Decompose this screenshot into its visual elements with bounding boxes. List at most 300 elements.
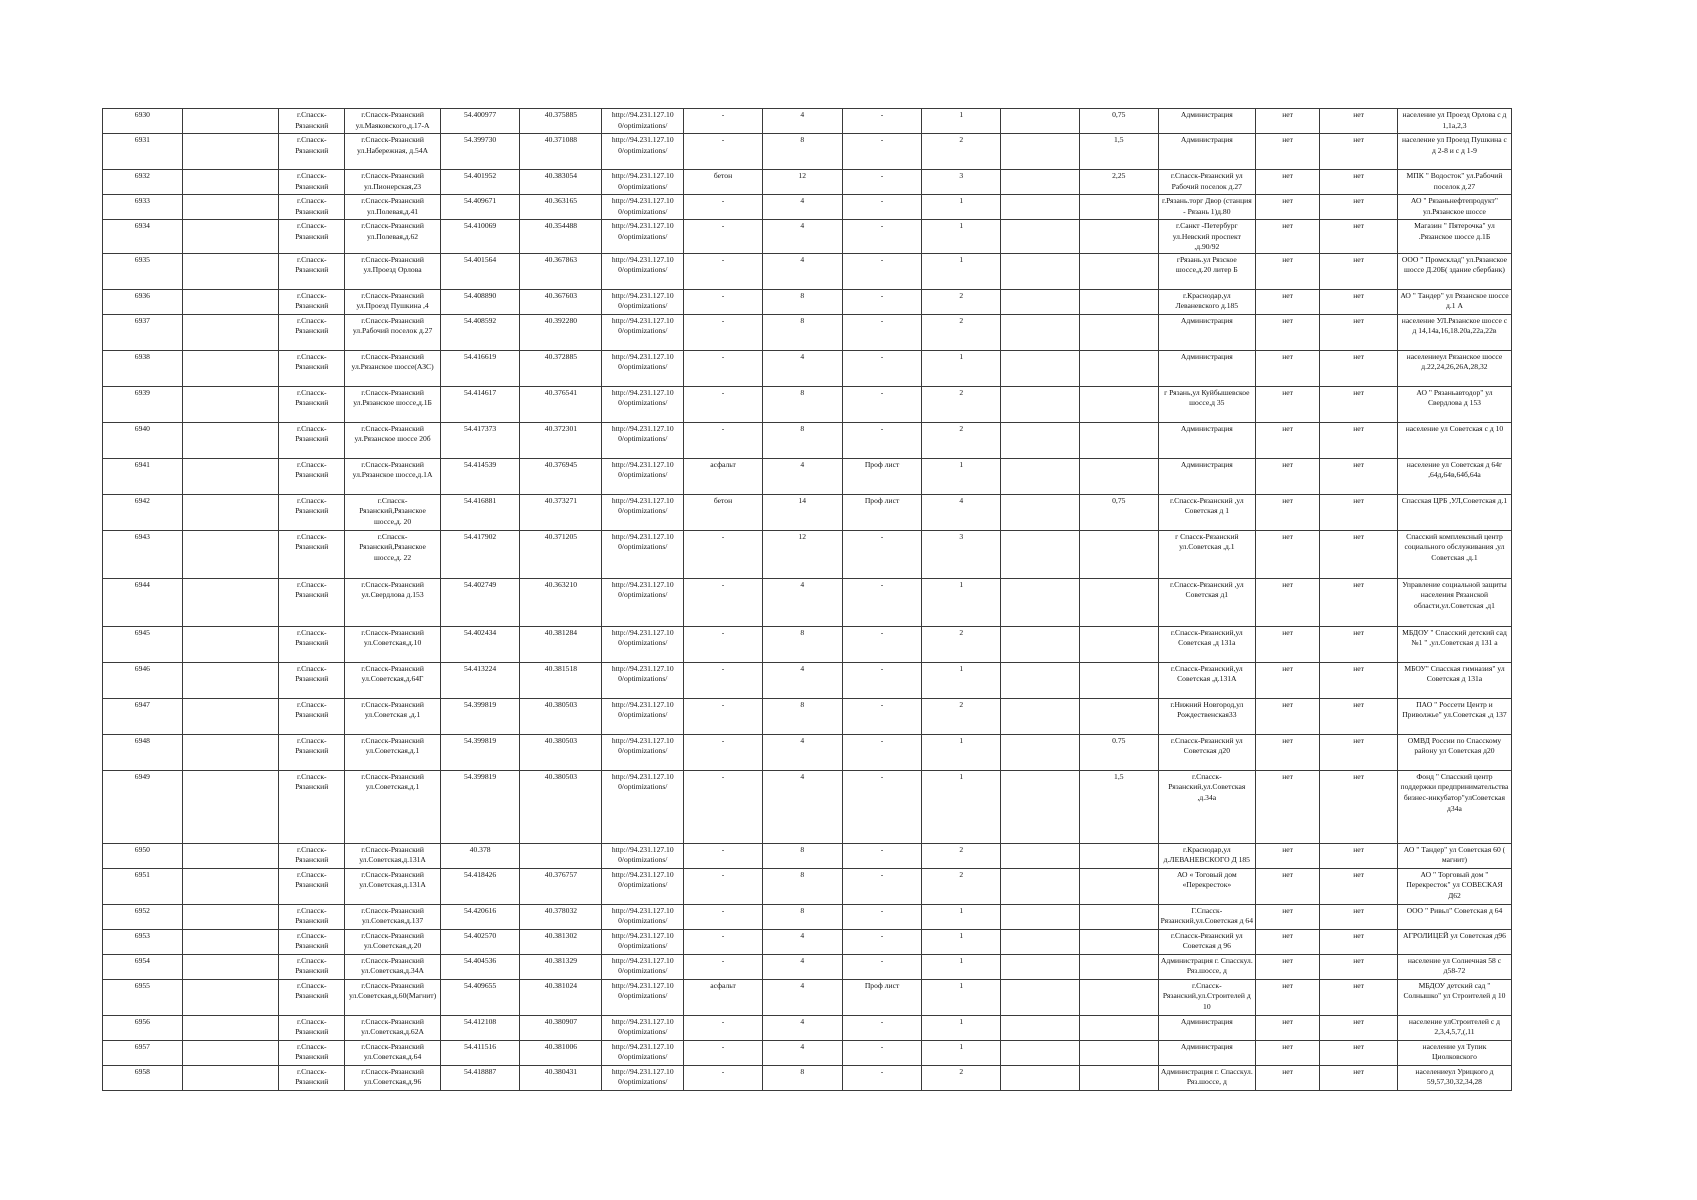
cell-waste-source: АО " Торговый дом " Перекресток" ул СОВЕСКАЯ Д62 [1397,868,1511,904]
cell-empty [182,578,278,626]
table-row [103,770,1512,843]
cell-waste-source: ООО " Промсклад" ул.Рязанское шоссе Д.20Б( здание сбербанк) [1397,253,1511,289]
cell-link[interactable]: http://94.231.127.10 0/optimizations/ [602,979,684,1015]
cell-number: 6940 [103,422,183,458]
cell-link[interactable]: http://94.231.127.10 0/optimizations/ [602,195,684,220]
cell-link[interactable]: http://94.231.127.10 0/optimizations/ [602,350,684,386]
cell-city: г.Спасск-Рязанский [279,253,345,289]
cell-owner: г.Спасск-Рязанский,ул Советская ,д 131а [1158,626,1255,662]
cell-owner: Администрация [1158,458,1255,494]
cell-area: 8 [762,843,842,868]
cell-separate-collection: нет [1256,530,1320,578]
cell-fence: - [842,422,922,458]
cell-area: 4 [762,195,842,220]
table-row [103,904,1512,929]
cell-link[interactable]: http://94.231.127.10 0/optimizations/ [602,530,684,578]
cell-separate-collection-2: нет [1320,698,1398,734]
cell-link[interactable]: http://94.231.127.10 0/optimizations/ [602,170,684,195]
cell-latitude: 54.417902 [440,530,520,578]
cell-separate-collection-2: нет [1320,350,1398,386]
cell-empty [1001,1040,1080,1065]
table-row [103,195,1512,220]
cell-link[interactable]: http://94.231.127.10 0/optimizations/ [602,289,684,314]
cell-city: г.Спасск-Рязанский [279,530,345,578]
cell-volume: 1,5 [1079,770,1158,843]
table-row [103,929,1512,954]
cell-separate-collection: нет [1256,1015,1320,1040]
cell-empty [1001,350,1080,386]
cell-longitude [520,843,602,868]
cell-empty [182,929,278,954]
cell-latitude: 54.399730 [440,134,520,170]
cell-empty [1001,929,1080,954]
cell-city: г.Спасск-Рязанский [279,458,345,494]
cell-waste-source: МБОУ" Спасская гимназия" ул Советская д 131а [1397,662,1511,698]
cell-surface: - [684,698,763,734]
cell-address: г.Спасск-Рязанский ул.Набережная, д.54А [345,134,440,170]
cell-fence: - [842,386,922,422]
table-row [103,626,1512,662]
cell-surface: - [684,253,763,289]
cell-longitude: 40.373271 [520,494,602,530]
cell-owner: Администрация г. Спасскул. Ряз.шоссе, д [1158,1065,1255,1090]
cell-area: 4 [762,929,842,954]
cell-empty [1001,734,1080,770]
cell-fence: - [842,109,922,134]
cell-waste-source: ПАО " Россети Центр и Приволжье" ул.Советская ,д 137 [1397,698,1511,734]
cell-link[interactable]: http://94.231.127.10 0/optimizations/ [602,929,684,954]
cell-owner: г.Спасск-Рязанский,ул.Строителей д 10 [1158,979,1255,1015]
cell-owner: г.Краснодар,ул Леваневского д.185 [1158,289,1255,314]
cell-separate-collection: нет [1256,904,1320,929]
cell-separate-collection-2: нет [1320,734,1398,770]
cell-separate-collection-2: нет [1320,770,1398,843]
cell-owner: г.Санкт -Петербург ул.Невский проспект ,д.90/92 [1158,220,1255,254]
cell-city: г.Спасск-Рязанский [279,386,345,422]
cell-empty [1001,134,1080,170]
cell-owner: г.Спасск-Рязанский,ул Советская ,д.131А [1158,662,1255,698]
cell-waste-source: АО " Рязаньавтодор" ул Свердлова д 153 [1397,386,1511,422]
cell-waste-source: население ул Проезд Орлова с д 1,1а,2,3 [1397,109,1511,134]
table-row [103,843,1512,868]
cell-longitude: 40.381006 [520,1040,602,1065]
cell-surface: - [684,578,763,626]
cell-separate-collection-2: нет [1320,904,1398,929]
cell-city: г.Спасск-Рязанский [279,494,345,530]
cell-link[interactable]: http://94.231.127.10 0/optimizations/ [602,843,684,868]
cell-fence: - [842,578,922,626]
cell-city: г.Спасск-Рязанский [279,1065,345,1090]
cell-link[interactable]: http://94.231.127.10 0/optimizations/ [602,868,684,904]
cell-volume [1079,662,1158,698]
cell-surface: - [684,1065,763,1090]
cell-empty [182,626,278,662]
cell-container-count: 1 [922,195,1001,220]
cell-address: г.Спасск-Рязанский,Рязанское шоссе,д. 20 [345,494,440,530]
cell-link[interactable]: http://94.231.127.10 0/optimizations/ [602,494,684,530]
cell-separate-collection: нет [1256,350,1320,386]
cell-city: г.Спасск-Рязанский [279,1015,345,1040]
cell-link[interactable]: http://94.231.127.10 0/optimizations/ [602,1065,684,1090]
cell-address: г.Спасск-Рязанский ул.Советская,д.131А [345,843,440,868]
cell-volume [1079,386,1158,422]
table-row [103,494,1512,530]
cell-city: г.Спасск-Рязанский [279,662,345,698]
cell-link[interactable]: http://94.231.127.10 0/optimizations/ [602,1040,684,1065]
cell-waste-source: населениеул Рязанское шоссе д.22,24,26,26А,28,32 [1397,350,1511,386]
cell-separate-collection-2: нет [1320,289,1398,314]
cell-separate-collection-2: нет [1320,530,1398,578]
cell-fence: - [842,954,922,979]
cell-link[interactable]: http://94.231.127.10 0/optimizations/ [602,422,684,458]
cell-latitude: 54.416619 [440,350,520,386]
cell-surface: асфальт [684,979,763,1015]
cell-longitude: 40.381518 [520,662,602,698]
cell-area: 4 [762,770,842,843]
cell-address: г.Спасск-Рязанский ул.Советская,д.131А [345,868,440,904]
cell-separate-collection: нет [1256,929,1320,954]
cell-number: 6936 [103,289,183,314]
cell-fence: - [842,134,922,170]
cell-volume [1079,904,1158,929]
cell-area: 4 [762,662,842,698]
cell-city: г.Спасск-Рязанский [279,109,345,134]
cell-longitude: 40.381329 [520,954,602,979]
cell-number: 6947 [103,698,183,734]
cell-city: г.Спасск-Рязанский [279,868,345,904]
cell-address: г.Спасск-Рязанский ул.Советская,д.20 [345,929,440,954]
cell-empty [1001,386,1080,422]
cell-volume [1079,289,1158,314]
cell-address: г.Спасск-Рязанский,Рязанское шоссе,д. 22 [345,530,440,578]
cell-volume [1079,253,1158,289]
cell-waste-source: Магазин " Пятерочка" ул .Рязанское шоссе д.1Б [1397,220,1511,254]
cell-container-count: 1 [922,109,1001,134]
cell-city: г.Спасск-Рязанский [279,954,345,979]
table-row [103,578,1512,626]
cell-latitude: 54.414539 [440,458,520,494]
cell-owner: г.Спасск-Рязанский,ул.Советская ,д.34а [1158,770,1255,843]
cell-empty [1001,195,1080,220]
cell-longitude: 40.376541 [520,386,602,422]
cell-container-count: 2 [922,843,1001,868]
cell-container-count: 1 [922,662,1001,698]
cell-address: г.Спасск-Рязанский ул.Советская,д.60(Магнит) [345,979,440,1015]
cell-owner: г.Спасск-Рязанский ,ул Советская д 1 [1158,494,1255,530]
cell-separate-collection-2: нет [1320,422,1398,458]
cell-fence: - [842,1065,922,1090]
cell-city: г.Спасск-Рязанский [279,843,345,868]
cell-empty [1001,109,1080,134]
cell-empty [182,350,278,386]
cell-latitude: 54.411516 [440,1040,520,1065]
cell-fence: - [842,314,922,350]
cell-fence: - [842,868,922,904]
cell-latitude: 54.399819 [440,734,520,770]
cell-link[interactable]: http://94.231.127.10 0/optimizations/ [602,626,684,662]
cell-separate-collection-2: нет [1320,626,1398,662]
cell-latitude: 54.401952 [440,170,520,195]
cell-container-count: 3 [922,530,1001,578]
cell-surface: - [684,843,763,868]
cell-waste-source: население ул Проезд Пушкина с д 2-8 и с д 1-9 [1397,134,1511,170]
cell-separate-collection: нет [1256,626,1320,662]
cell-empty [1001,494,1080,530]
cell-fence: - [842,195,922,220]
cell-surface: - [684,1040,763,1065]
cell-waste-source: население ул Солнечная 58 с д58-72 [1397,954,1511,979]
cell-longitude: 40.372885 [520,350,602,386]
cell-fence: - [842,904,922,929]
cell-longitude: 40.380503 [520,698,602,734]
cell-separate-collection: нет [1256,578,1320,626]
cell-number: 6955 [103,979,183,1015]
cell-owner: Администрация г. Спасскул. Ряз.шоссе, д [1158,954,1255,979]
table-row [103,1065,1512,1090]
cell-address: г.Спасск-Рязанский ул.Рабочий поселок д.27 [345,314,440,350]
cell-number: 6957 [103,1040,183,1065]
cell-area: 4 [762,1015,842,1040]
cell-link[interactable]: http://94.231.127.10 0/optimizations/ [602,770,684,843]
cell-longitude: 40.371088 [520,134,602,170]
table-row [103,979,1512,1015]
cell-number: 6956 [103,1015,183,1040]
cell-owner: Администрация [1158,350,1255,386]
table-row [103,314,1512,350]
cell-city: г.Спасск-Рязанский [279,350,345,386]
cell-separate-collection: нет [1256,195,1320,220]
cell-link[interactable]: http://94.231.127.10 0/optimizations/ [602,253,684,289]
cell-fence: - [842,1015,922,1040]
cell-link[interactable]: http://94.231.127.10 0/optimizations/ [602,662,684,698]
cell-owner: Администрация [1158,1040,1255,1065]
cell-owner: г.Спасск-Рязанский ул Рабочий поселок д.27 [1158,170,1255,195]
cell-volume [1079,350,1158,386]
cell-link[interactable]: http://94.231.127.10 0/optimizations/ [602,954,684,979]
cell-city: г.Спасск-Рязанский [279,134,345,170]
cell-area: 8 [762,868,842,904]
cell-owner: г.Краснодар,ул д.ЛЕВАНЕВСКОГО Д 185 [1158,843,1255,868]
cell-surface: - [684,289,763,314]
cell-link[interactable]: http://94.231.127.10 0/optimizations/ [602,134,684,170]
cell-separate-collection: нет [1256,770,1320,843]
cell-empty [1001,868,1080,904]
cell-link[interactable]: http://94.231.127.10 0/optimizations/ [602,220,684,254]
cell-container-count: 1 [922,929,1001,954]
cell-empty [182,253,278,289]
cell-link[interactable]: http://94.231.127.10 0/optimizations/ [602,314,684,350]
cell-number: 6944 [103,578,183,626]
cell-city: г.Спасск-Рязанский [279,314,345,350]
cell-address: г.Спасск-Рязанский ул.Советская,д.64Г [345,662,440,698]
cell-area: 8 [762,422,842,458]
cell-number: 6935 [103,253,183,289]
cell-number: 6952 [103,904,183,929]
cell-latitude: 54.409655 [440,979,520,1015]
cell-owner: гРязань.ул Рязское шоссе,д.20 литер Б [1158,253,1255,289]
cell-longitude: 40.381284 [520,626,602,662]
cell-separate-collection-2: нет [1320,868,1398,904]
cell-volume [1079,979,1158,1015]
cell-number: 6939 [103,386,183,422]
cell-owner: АО « Тоговый дом «Перекресток» [1158,868,1255,904]
cell-separate-collection-2: нет [1320,1065,1398,1090]
cell-link[interactable]: http://94.231.127.10 0/optimizations/ [602,904,684,929]
cell-number: 6942 [103,494,183,530]
cell-empty [1001,530,1080,578]
cell-latitude: 54.402434 [440,626,520,662]
cell-separate-collection-2: нет [1320,1040,1398,1065]
cell-empty [182,422,278,458]
cell-latitude: 54.420616 [440,904,520,929]
cell-link[interactable]: http://94.231.127.10 0/optimizations/ [602,458,684,494]
cell-fence: - [842,530,922,578]
cell-surface: - [684,1015,763,1040]
cell-city: г.Спасск-Рязанский [279,734,345,770]
cell-area: 8 [762,314,842,350]
cell-address: г.Спасск-Рязанский ул.Советская ,д.1 [345,698,440,734]
cell-owner: Администрация [1158,422,1255,458]
cell-link[interactable]: http://94.231.127.10 0/optimizations/ [602,1015,684,1040]
cell-address: г.Спасск-Рязанский ул.Полевая,д.62 [345,220,440,254]
cell-longitude: 40.380503 [520,734,602,770]
cell-volume [1079,626,1158,662]
cell-owner: г Спасск-Рязанский ул.Советская ,д.1 [1158,530,1255,578]
cell-fence: - [842,626,922,662]
cell-link[interactable]: http://94.231.127.10 0/optimizations/ [602,386,684,422]
cell-latitude: 54.416881 [440,494,520,530]
cell-number: 6937 [103,314,183,350]
cell-latitude: 54.402570 [440,929,520,954]
table-row [103,1040,1512,1065]
cell-separate-collection: нет [1256,289,1320,314]
cell-number: 6943 [103,530,183,578]
cell-city: г.Спасск-Рязанский [279,170,345,195]
cell-owner: Администрация [1158,134,1255,170]
cell-surface: - [684,195,763,220]
cell-area: 4 [762,1040,842,1065]
cell-fence: - [842,1040,922,1065]
cell-fence: - [842,843,922,868]
table-row [103,422,1512,458]
cell-container-count: 1 [922,253,1001,289]
table-row [103,698,1512,734]
cell-number: 6958 [103,1065,183,1090]
cell-separate-collection: нет [1256,458,1320,494]
cell-area: 8 [762,626,842,662]
cell-empty [1001,843,1080,868]
cell-latitude: 54.408890 [440,289,520,314]
cell-surface: - [684,929,763,954]
cell-separate-collection-2: нет [1320,314,1398,350]
cell-latitude: 54.417373 [440,422,520,458]
cell-empty [182,195,278,220]
cell-waste-source: АГРОЛИЦЕЙ ул Советская д96 [1397,929,1511,954]
cell-fence: - [842,289,922,314]
cell-container-count: 1 [922,350,1001,386]
cell-longitude: 40.376757 [520,868,602,904]
cell-number: 6949 [103,770,183,843]
cell-waste-source: Фонд " Спасский центр поддержки предпринимательства бизнес-инкубатор"улСоветская д34а [1397,770,1511,843]
cell-container-count: 1 [922,1015,1001,1040]
cell-number: 6948 [103,734,183,770]
cell-separate-collection-2: нет [1320,134,1398,170]
cell-latitude: 54.412108 [440,1015,520,1040]
cell-latitude: 54.414617 [440,386,520,422]
cell-longitude: 40.367863 [520,253,602,289]
cell-latitude: 54.400977 [440,109,520,134]
cell-latitude: 54.413224 [440,662,520,698]
table-row [103,954,1512,979]
cell-waste-source: население ул Тупик Циолковского [1397,1040,1511,1065]
cell-address: г.Спасск-Рязанский ул.Рязанское шоссе(АЗС) [345,350,440,386]
cell-separate-collection: нет [1256,253,1320,289]
cell-empty [1001,458,1080,494]
cell-separate-collection: нет [1256,843,1320,868]
cell-empty [1001,170,1080,195]
cell-address: г.Спасск-Рязанский ул.Маяковского,д.17-А [345,109,440,134]
table-row [103,530,1512,578]
cell-waste-source: ООО " Ривьл" Советская д 64 [1397,904,1511,929]
cell-number: 6933 [103,195,183,220]
cell-latitude: 54.402749 [440,578,520,626]
cell-volume [1079,530,1158,578]
cell-address: г.Спасск-Рязанский ул.Советская,д.137 [345,904,440,929]
cell-surface: - [684,386,763,422]
cell-separate-collection-2: нет [1320,253,1398,289]
cell-owner: г.Спасск-Рязанский ул Советская д 96 [1158,929,1255,954]
cell-empty [182,1040,278,1065]
cell-fence: Проф лист [842,494,922,530]
cell-link[interactable]: http://94.231.127.10 0/optimizations/ [602,578,684,626]
cell-area: 8 [762,904,842,929]
cell-link[interactable]: http://94.231.127.10 0/optimizations/ [602,698,684,734]
cell-link[interactable]: http://94.231.127.10 0/optimizations/ [602,109,684,134]
cell-waste-source: ОМВД России по Спасскому району ул Советская д20 [1397,734,1511,770]
cell-area: 4 [762,253,842,289]
cell-container-count: 1 [922,770,1001,843]
cell-separate-collection: нет [1256,170,1320,195]
cell-volume [1079,314,1158,350]
cell-container-count: 1 [922,904,1001,929]
table-row [103,289,1512,314]
cell-empty [182,954,278,979]
cell-separate-collection: нет [1256,698,1320,734]
cell-link[interactable]: http://94.231.127.10 0/optimizations/ [602,734,684,770]
cell-empty [1001,220,1080,254]
cell-empty [182,458,278,494]
cell-number: 6953 [103,929,183,954]
cell-area: 8 [762,698,842,734]
cell-latitude: 54.408592 [440,314,520,350]
cell-separate-collection: нет [1256,422,1320,458]
cell-empty [182,1015,278,1040]
cell-city: г.Спасск-Рязанский [279,220,345,254]
cell-fence: - [842,350,922,386]
cell-waste-source: население улСтроителей с д 2,3,4,5,7,(,11 [1397,1015,1511,1040]
cell-owner: г.Рязань.торг Двор (станция - Рязань 1)д.80 [1158,195,1255,220]
cell-area: 8 [762,134,842,170]
table-row [103,662,1512,698]
cell-waste-source: население ул Советская д 64г ,64д,64в,64б,64а [1397,458,1511,494]
cell-address: г.Спасск-Рязанский ул.Свердлова д.153 [345,578,440,626]
cell-longitude: 40.375885 [520,109,602,134]
table-row [103,134,1512,170]
cell-empty [182,734,278,770]
cell-separate-collection-2: нет [1320,458,1398,494]
cell-container-count: 2 [922,868,1001,904]
cell-empty [182,289,278,314]
